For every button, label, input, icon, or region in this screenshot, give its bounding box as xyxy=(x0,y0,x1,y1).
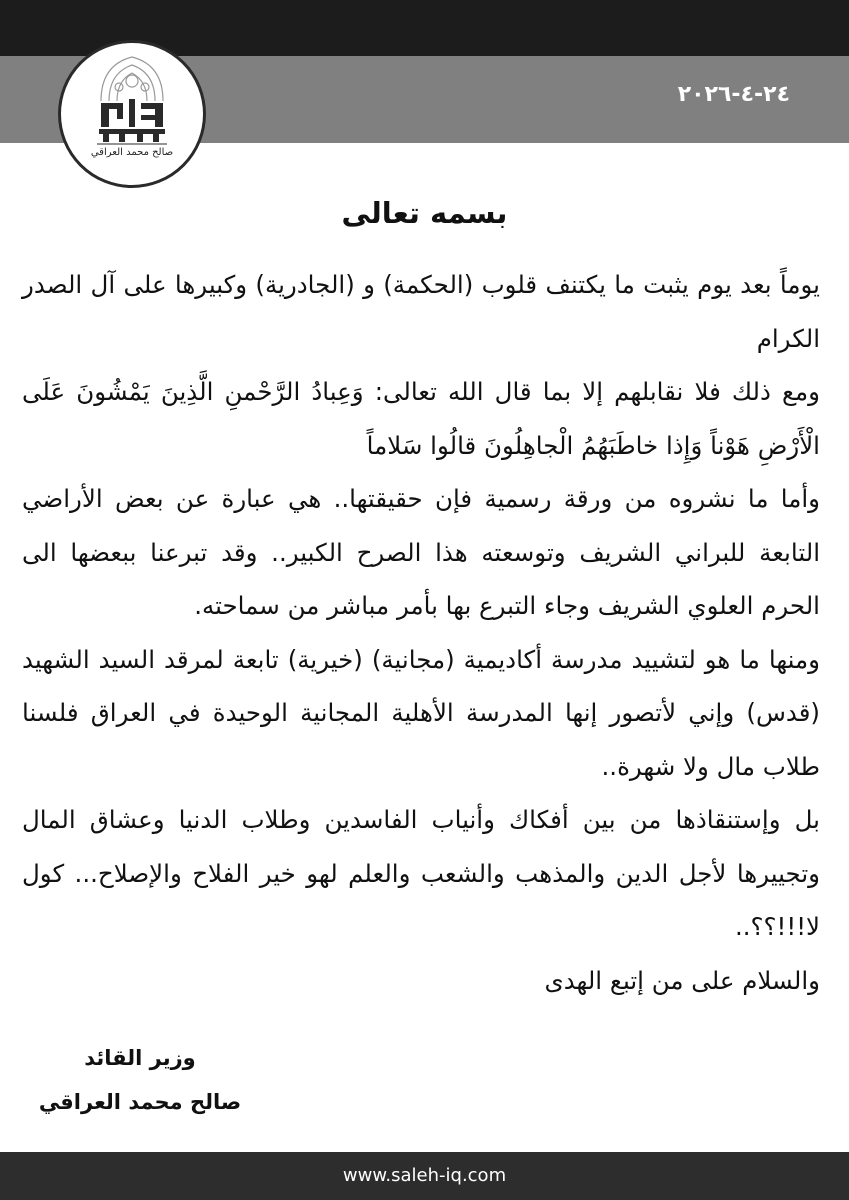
website-link[interactable]: www.saleh-iq.com xyxy=(342,1165,507,1186)
paragraph: بل وإستنقاذها من بين أفكاك وأنياب الفاسدين وطلاب الدنيا وعشاق المال وتجييرها لأجل الدين والمذهب والشعب والعلم لهو خير الفلاح والإصلاح... كول لا!!!؟؟.. xyxy=(22,805,820,941)
signature-block xyxy=(25,1036,255,1124)
signature-role: وزير القائد xyxy=(84,1046,196,1070)
document-date: ٢٤-٤-٢٠٢٦ xyxy=(677,82,790,107)
signature-name: صالح محمد العراقي xyxy=(38,1090,242,1114)
logo xyxy=(58,40,206,188)
paragraph: ومع ذلك فلا نقابلهم إلا بما قال الله تعالى: وَعِبادُ الرَّحْمنِ الَّذِينَ يَمْشُونَ عَلَى الْأَرْضِ هَوْناً وَإِذا خاطَبَهُمُ الْجاهِلُونَ قالُوا سَلاماً xyxy=(22,377,820,460)
paragraph: وأما ما نشروه من ورقة رسمية فإن حقيقتها.. هي عبارة عن بعض الأراضي التابعة للبراني الشريف وتوسعته هذا الصرح الكبير.. وقد تبرعنا ببعضها الى الحرم العلوي الشريف وجاء التبرع بها بأمر مباشر من سماحته. xyxy=(22,484,820,620)
statement-body xyxy=(22,258,820,1007)
page-title: بسمه تعالى xyxy=(341,196,508,230)
paragraph: يوماً بعد يوم يثبت ما يكتنف قلوب (الحكمة) و (الجادرية) وكبيرها على آل الصدر الكرام xyxy=(22,270,820,353)
logo-caption: صالح محمد العراقي xyxy=(90,147,174,158)
paragraph: ومنها ما هو لتشييد مدرسة أكاديمية (مجانية) (خيرية) تابعة لمرقد السيد الشهيد (قدس) وإني لأتصور إنها المدرسة الأهلية المجانية الوحيدة في العراق فلسنا طلاب مال ولا شهرة.. xyxy=(22,644,820,781)
footer-bar xyxy=(0,1152,849,1200)
wazir-al-qaid-logo-icon xyxy=(61,43,203,185)
paragraph: والسلام على من إتبع الهدى xyxy=(544,965,820,995)
